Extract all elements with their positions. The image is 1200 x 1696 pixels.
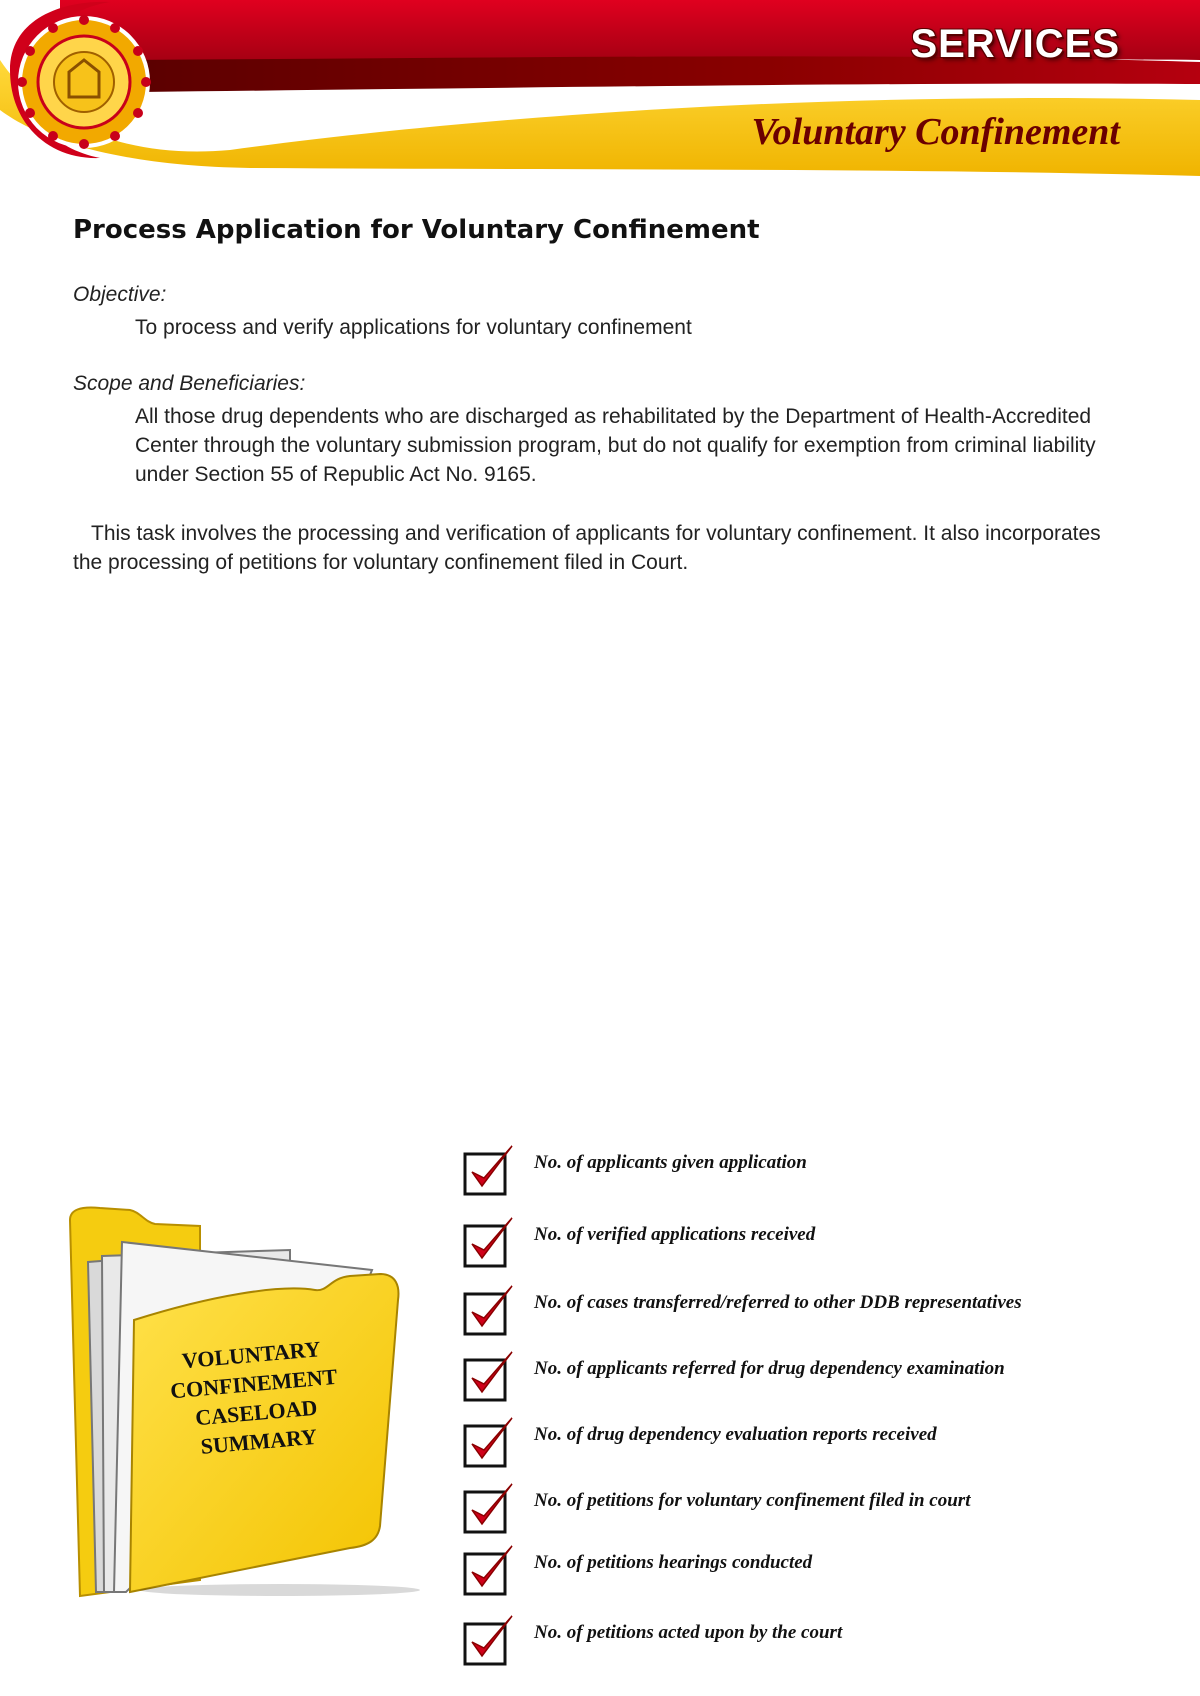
checkbox-checked-icon [462,1480,520,1538]
checklist-item [462,1214,1162,1270]
checklist-item [462,1542,1162,1598]
banner-title: SERVICES [910,22,1120,66]
checkbox-checked-icon [462,1142,520,1200]
checklist-item [462,1282,1162,1338]
checkbox-checked-icon [462,1414,520,1472]
folder-label-line: CONFINEMENT [169,1363,339,1404]
folder-label [135,1330,374,1466]
checklist-item-label: No. of drug dependency evaluation reports received [534,1424,937,1445]
checklist-item-label: No. of petitions acted upon by the court [534,1622,843,1643]
checkbox-checked-icon [462,1348,520,1406]
checklist-item-label: No. of petitions hearings conducted [534,1552,813,1573]
checklist-item [462,1612,1162,1668]
agency-seal-icon [14,12,154,152]
checklist-item [462,1142,1162,1198]
checklist-item-label: No. of petitions for voluntary confinement filed in court [534,1490,971,1511]
header-banner [0,0,1200,190]
checklist-item [462,1348,1162,1404]
checklist-item-label: No. of verified applications received [534,1224,816,1245]
objective-text: To process and verify applications for voluntary confinement [135,316,692,339]
checklist-item [462,1414,1162,1470]
checklist-item-label: No. of applicants given application [534,1152,807,1173]
checklist-item-label: No. of applicants referred for drug dependency examination [534,1358,1005,1379]
folder-label-line: CASELOAD [194,1394,319,1431]
checkbox-checked-icon [462,1282,520,1340]
folder-label-line: SUMMARY [199,1423,318,1459]
banner-subtitle: Voluntary Confinement [751,111,1120,153]
folder-label-line: VOLUNTARY [180,1336,322,1374]
scope-text: All those drug dependents who are discharged as rehabilitated by the Department of Health-Accredited Center through the voluntary submission program, but do not qualify for exemption from criminal liability under Section 55 of Republic Act No. 9165. [135,405,1096,486]
objective-label: Objective: [73,283,167,306]
checklist-item [462,1480,1162,1536]
scope-label: Scope and Beneficiaries: [73,372,306,395]
section-heading: Process Application for Voluntary Confinement [73,215,760,245]
checklist-item-label: No. of cases transferred/referred to other DDB representatives [534,1292,1022,1313]
checkbox-checked-icon [462,1542,520,1600]
checkbox-checked-icon [462,1214,520,1272]
checkbox-checked-icon [462,1612,520,1670]
description-paragraph: This task involves the processing and verification of applicants for voluntary confinement. It also incorporates the processing of petitions for voluntary confinement filed in Court. [73,522,1101,574]
